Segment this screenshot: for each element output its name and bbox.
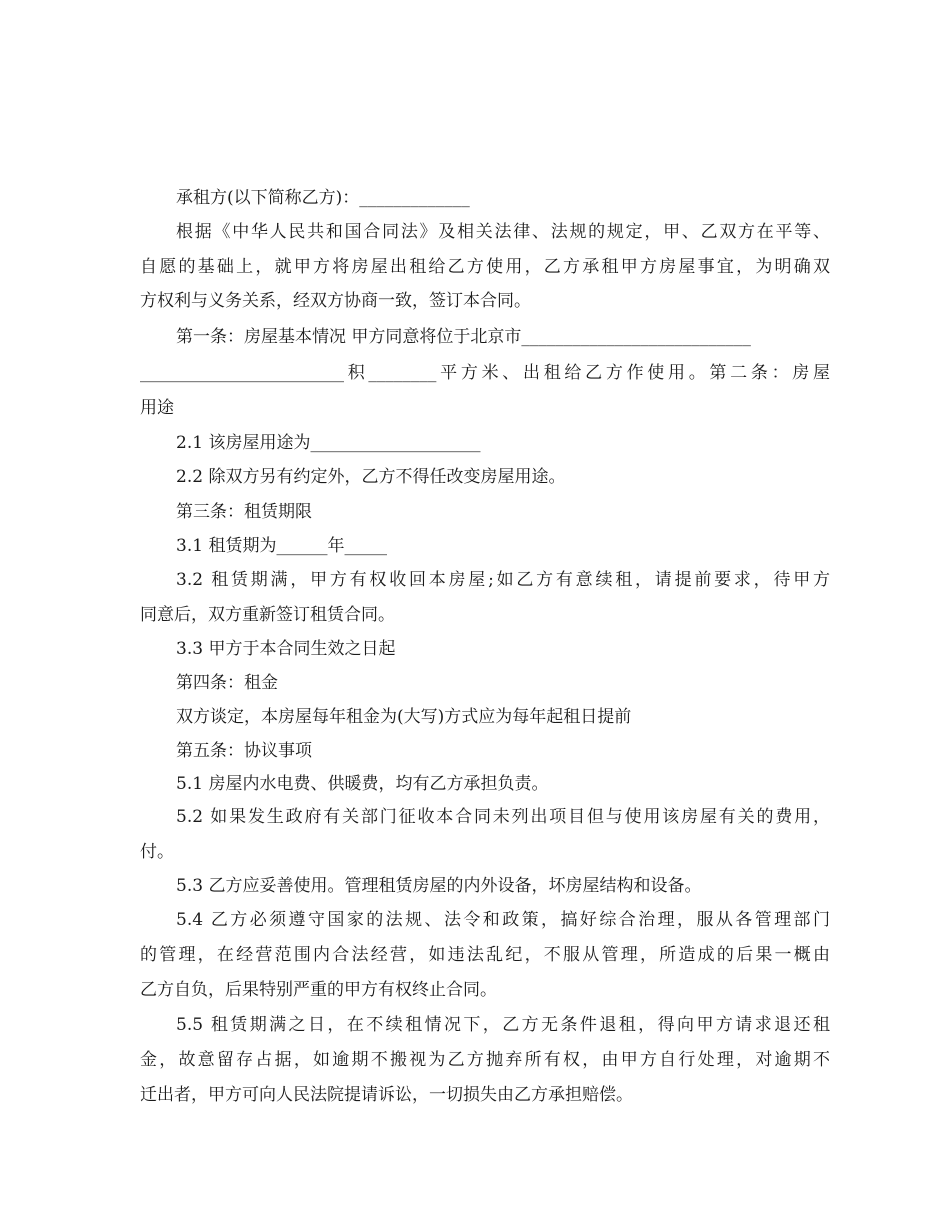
article1-line-3: 用途 [140,398,174,418]
clause-3-2-line-1: 3.2 租赁期满，甲方有权收回本房屋;如乙方有意续租，请提前要求，待甲方 [176,570,830,590]
clause-5-4-line-2: 的管理，在经营范围内合法经营，如违法乱纪，不服从管理，所造成的后果一概由 [140,945,830,965]
clause-5-2-line-2: 付。 [140,842,174,862]
clause-2-2: 2.2 除双方另有约定外，乙方不得任改变房屋用途。 [176,467,566,487]
article3-heading: 第三条：租赁期限 [176,502,312,522]
clause-2-1: 2.1 该房屋用途为____________________ [176,433,481,453]
clause-5-5-line-3: 迁出者，甲方可向人民法院提请诉讼，一切损失由乙方承担赔偿。 [140,1085,633,1105]
clause-5-2-line-1: 5.2 如果发生政府有关部门征收本合同未列出项目但与使用该房屋有关的费用， [176,807,830,827]
clause-3-1: 3.1 租赁期为______年_____ [176,536,387,556]
rent-text: 双方谈定，本房屋每年租金为(大写)方式应为每年起租日提前 [176,707,632,727]
clause-5-3: 5.3 乙方应妥善使用。管理租赁房屋的内外设备，坏房屋结构和设备。 [176,876,702,896]
lessee-line: 承租方(以下简称乙方)：_____________ [176,188,470,208]
preamble-line-3: 方权利与义务关系，经双方协商一致，签订本合同。 [140,291,531,311]
preamble-line-2: 自愿的基础上，就甲方将房屋出租给乙方使用，乙方承租甲方房屋事宜，为明确双 [140,257,830,277]
article1-line-2: ________________________积________平方米、出租给乙方作使用。第二条：房屋 [140,363,830,383]
clause-5-5-line-1: 5.5 租赁期满之日，在不续租情况下，乙方无条件退租，得向甲方请求退还租 [176,1015,830,1035]
clause-5-1: 5.1 房屋内水电费、供暖费，均有乙方承担负责。 [176,774,549,794]
clause-3-3: 3.3 甲方于本合同生效之日起 [176,639,396,659]
preamble-line-1: 根据《中华人民共和国合同法》及相关法律、法规的规定，甲、乙双方在平等、 [176,222,830,242]
article1-line-1: 第一条：房屋基本情况 甲方同意将位于北京市___________________________ [176,327,751,347]
article4-heading: 第四条：租金 [176,673,278,693]
clause-3-2-line-2: 同意后，双方重新签订租赁合同。 [140,605,395,625]
clause-5-4-line-1: 5.4 乙方必须遵守国家的法规、法令和政策，搞好综合治理，服从各管理部门 [176,910,830,930]
article5-heading: 第五条：协议事项 [176,741,312,761]
clause-5-5-line-2: 金，故意留存占据，如逾期不搬视为乙方抛弃所有权，由甲方自行处理，对逾期不 [140,1050,830,1070]
clause-5-4-line-3: 乙方自负，后果特别严重的甲方有权终止合同。 [140,980,497,1000]
